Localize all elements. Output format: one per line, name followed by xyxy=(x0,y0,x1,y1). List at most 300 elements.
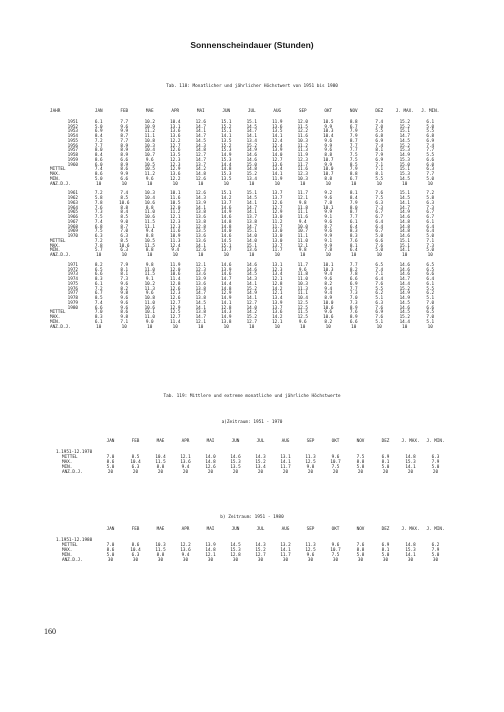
value-cell: 6.8 xyxy=(375,134,384,139)
value-cell: 5.0 xyxy=(94,124,103,130)
value-cell: 10.4 xyxy=(323,134,334,139)
value-cell: 13.9 xyxy=(195,200,206,206)
value-cell: 8.8 xyxy=(356,547,365,553)
row-label: MITTEL xyxy=(62,454,78,460)
value-cell: 9.8 xyxy=(120,315,129,320)
value-cell: 14.1 xyxy=(246,281,257,287)
row-label: MIN. xyxy=(50,319,61,325)
value-cell: 10.3 xyxy=(323,129,334,135)
table-119b-body xyxy=(56,539,448,564)
value-cell: 9.8 xyxy=(298,248,307,254)
column-header: FEB xyxy=(120,109,129,114)
value-cell: 12.6 xyxy=(195,191,206,197)
value-cell: 13.6 xyxy=(272,162,283,168)
value-cell: 30 xyxy=(282,557,289,563)
year-cell: 1959 xyxy=(67,157,78,163)
year-cell: 1952 xyxy=(67,124,78,130)
value-cell: 12.3 xyxy=(297,172,308,177)
value-cell: 12.5 xyxy=(297,315,308,320)
value-cell: 7.0 xyxy=(120,229,129,235)
value-cell: 12.4 xyxy=(170,243,181,249)
value-cell: 10 xyxy=(300,324,306,330)
period-label: 1.1951-12.1980 xyxy=(56,537,93,543)
value-cell: 13.4 xyxy=(272,296,283,301)
value-cell: 14.1 xyxy=(195,129,206,135)
value-cell: 6.6 xyxy=(94,305,103,311)
value-cell: 12.3 xyxy=(195,267,206,273)
column-header: MAE xyxy=(156,439,165,444)
value-cell: 14.7 xyxy=(195,157,206,163)
value-cell: 30 xyxy=(307,557,314,563)
value-cell: 7.7 xyxy=(349,143,358,149)
value-cell: 8.2 xyxy=(349,267,358,273)
value-cell: 20 xyxy=(357,469,364,475)
value-cell: 11.5 xyxy=(297,124,308,130)
value-cell: 8.6 xyxy=(106,547,115,553)
value-cell: 15.3 xyxy=(399,148,410,154)
value-cell: 10 xyxy=(96,324,102,330)
value-cell: 7.1 xyxy=(375,272,384,278)
value-cell: 7.6 xyxy=(349,310,358,316)
value-cell: 10 xyxy=(274,324,280,330)
value-cell: 20 xyxy=(207,469,214,475)
value-cell: 6.1 xyxy=(349,219,358,225)
value-cell: 9.6 xyxy=(120,124,129,130)
value-cell: 13.6 xyxy=(272,310,283,316)
value-cell: 9.2 xyxy=(324,191,333,197)
column-header: JAN xyxy=(106,439,115,444)
value-cell: 12.3 xyxy=(297,157,308,163)
value-cell: 10.6 xyxy=(323,305,334,311)
value-cell: 14.5 xyxy=(246,124,257,130)
value-cell: 8.4 xyxy=(349,196,358,201)
value-cell: 9.4 xyxy=(171,248,180,254)
value-cell: 8.7 xyxy=(349,138,358,144)
value-cell: 7.4 xyxy=(94,300,103,306)
value-cell: 13.6 xyxy=(272,124,283,130)
value-cell: 12.1 xyxy=(195,262,206,268)
value-cell: 14.7 xyxy=(399,277,410,282)
value-cell: 7.7 xyxy=(94,143,103,149)
value-cell: 14.3 xyxy=(221,310,232,316)
value-cell: 12.6 xyxy=(170,286,181,292)
value-cell: 10 xyxy=(249,253,255,258)
value-cell: 11.1 xyxy=(297,234,308,239)
value-cell: 12.0 xyxy=(170,205,181,211)
value-cell: 8.1 xyxy=(375,172,384,177)
value-cell: 30 xyxy=(107,557,114,563)
value-cell: 14.9 xyxy=(221,315,232,320)
value-cell: 10.4 xyxy=(130,459,141,465)
value-cell: 8.2 xyxy=(324,319,333,325)
value-cell: 14.6 xyxy=(221,205,232,211)
value-cell: 11.5 xyxy=(155,547,166,553)
value-cell: 11.0 xyxy=(144,315,155,320)
value-cell: 14.8 xyxy=(399,229,410,235)
value-cell: 6.4 xyxy=(349,248,358,254)
column-header: MAI xyxy=(196,109,205,114)
value-cell: 7.7 xyxy=(349,286,358,292)
value-cell: 12.7 xyxy=(246,319,257,325)
value-cell: 12.6 xyxy=(170,148,181,154)
column-header: APR xyxy=(181,527,190,532)
value-cell: 14.7 xyxy=(195,134,206,139)
value-cell: 15.1 xyxy=(221,191,232,197)
value-cell: 14.5 xyxy=(399,310,410,316)
value-cell: 8.8 xyxy=(156,464,165,470)
value-cell: 9.8 xyxy=(298,200,307,206)
value-cell: 11.7 xyxy=(297,162,308,168)
value-cell: 10.4 xyxy=(155,454,166,460)
value-cell: 13.1 xyxy=(272,262,283,268)
value-cell: 6.3 xyxy=(131,552,140,558)
value-cell: 13.5 xyxy=(195,229,206,235)
value-cell: 7.9 xyxy=(349,129,358,135)
value-cell: 13.7 xyxy=(221,200,232,206)
value-cell: 10.8 xyxy=(144,138,155,144)
value-cell: 10.3 xyxy=(323,267,334,273)
value-cell: 15.2 xyxy=(246,143,257,149)
value-cell: 13.8 xyxy=(195,210,206,216)
table-119a-body xyxy=(56,451,448,476)
column-header: DEZ xyxy=(375,109,384,114)
row-label: MITTEL xyxy=(50,167,66,173)
value-cell: 6.9 xyxy=(375,157,384,163)
value-cell: 8.5 xyxy=(94,296,103,301)
value-cell: 9.6 xyxy=(324,219,333,225)
row-label: MIN. xyxy=(50,176,61,182)
value-cell: 6.4 xyxy=(426,224,435,230)
period-label: 1.1951-12.1970 xyxy=(56,449,93,455)
value-cell: 15.2 xyxy=(399,124,410,130)
value-cell: 10.9 xyxy=(170,234,181,239)
value-cell: 8.6 xyxy=(120,167,129,173)
value-cell: 6.4 xyxy=(426,229,435,235)
value-cell: 7.1 xyxy=(426,238,435,244)
value-cell: 20 xyxy=(407,469,414,475)
value-cell: 8.8 xyxy=(349,172,358,177)
value-cell: 13.7 xyxy=(221,248,232,254)
value-cell: 14.7 xyxy=(246,129,257,135)
value-cell: 11.2 xyxy=(144,129,155,135)
value-cell: 7.8 xyxy=(349,272,358,278)
value-cell: 30 xyxy=(132,557,139,563)
value-cell: 8.9 xyxy=(349,305,358,311)
value-cell: 11.4 xyxy=(170,277,181,282)
value-cell: 12.9 xyxy=(272,210,283,216)
value-cell: 8.8 xyxy=(324,176,333,182)
value-cell: 12.3 xyxy=(272,267,283,273)
value-cell: 14.3 xyxy=(195,196,206,201)
value-cell: 11.7 xyxy=(280,552,291,558)
value-cell: 9.6 xyxy=(145,176,154,182)
value-cell: 13.9 xyxy=(272,148,283,154)
value-cell: 6.7 xyxy=(375,210,384,216)
value-cell: 10 xyxy=(147,253,153,258)
value-cell: 6.9 xyxy=(426,138,435,144)
value-cell: 15.3 xyxy=(230,547,241,553)
value-cell: 11.7 xyxy=(280,464,291,470)
value-cell: 14.1 xyxy=(272,134,283,139)
value-cell: 7.4 xyxy=(375,267,384,273)
column-header: OKT xyxy=(324,109,333,114)
value-cell: 13.8 xyxy=(195,310,206,316)
value-cell: 14.5 xyxy=(221,238,232,244)
year-cell: 1972 xyxy=(67,267,78,273)
year-cell: 1956 xyxy=(67,143,78,149)
value-cell: 6.8 xyxy=(426,134,435,139)
value-cell: 13.6 xyxy=(195,281,206,287)
value-cell: 8.5 xyxy=(120,196,129,201)
value-cell: 13.4 xyxy=(255,464,266,470)
column-header: AUG xyxy=(281,527,290,532)
value-cell: 6.5 xyxy=(426,262,435,268)
value-cell: 30 xyxy=(382,557,389,563)
value-cell: 10.5 xyxy=(144,238,155,244)
value-cell: 14.5 xyxy=(246,272,257,278)
value-cell: 20 xyxy=(107,469,114,475)
value-cell: 15.0 xyxy=(246,162,257,168)
column-header: AUG xyxy=(281,439,290,444)
row-label: ANZ.D.J. xyxy=(50,181,71,187)
value-cell: 6.1 xyxy=(426,281,435,287)
value-cell: 13.6 xyxy=(246,248,257,254)
value-cell: 12.6 xyxy=(195,119,206,125)
value-cell: 7.2 xyxy=(94,238,103,244)
value-cell: 7.3 xyxy=(375,205,384,211)
value-cell: 5.1 xyxy=(426,319,435,325)
value-cell: 10.3 xyxy=(297,138,308,144)
value-cell: 5.0 xyxy=(431,552,440,558)
value-cell: 10.3 xyxy=(155,542,166,548)
value-cell: 15.3 xyxy=(405,459,416,465)
value-cell: 10.6 xyxy=(170,272,181,278)
value-cell: 6.6 xyxy=(120,176,129,182)
value-cell: 14.7 xyxy=(221,277,232,282)
value-cell: 14.7 xyxy=(195,291,206,297)
value-cell: 6.9 xyxy=(375,138,384,144)
value-cell: 11.6 xyxy=(297,215,308,220)
value-cell: 8.1 xyxy=(381,459,390,465)
value-cell: 8.5 xyxy=(349,162,358,168)
value-cell: 14.0 xyxy=(246,238,257,244)
value-cell: 12.1 xyxy=(180,454,191,460)
value-cell: 10 xyxy=(198,253,204,258)
value-cell: 6.1 xyxy=(94,319,103,325)
value-cell: 7.6 xyxy=(349,238,358,244)
value-cell: 9.1 xyxy=(324,215,333,220)
value-cell: 5.0 xyxy=(426,176,435,182)
value-cell: 8.5 xyxy=(131,454,140,460)
value-cell: 8.9 xyxy=(120,153,129,158)
value-cell: 14.7 xyxy=(246,205,257,211)
column-header: SEP xyxy=(298,109,307,114)
value-cell: 6.4 xyxy=(375,277,384,282)
row-label: ANZ.D.J. xyxy=(50,253,71,258)
value-cell: 5.0 xyxy=(106,464,115,470)
value-cell: 14.0 xyxy=(205,454,216,460)
value-cell: 13.9 xyxy=(205,542,216,548)
value-cell: 11.8 xyxy=(297,205,308,211)
value-cell: 11.3 xyxy=(305,454,316,460)
value-cell: 7.6 xyxy=(375,305,384,311)
value-cell: 10 xyxy=(96,253,102,258)
value-cell: 6.9 xyxy=(349,281,358,287)
value-cell: 11.1 xyxy=(144,224,155,230)
value-cell: 10.7 xyxy=(323,157,334,163)
value-cell: 8.9 xyxy=(120,148,129,154)
value-cell: 30 xyxy=(357,557,364,563)
value-cell: 5.0 xyxy=(375,234,384,239)
value-cell: 14.1 xyxy=(246,134,257,139)
value-cell: 10 xyxy=(376,253,382,258)
value-cell: 14.0 xyxy=(246,305,257,311)
value-cell: 6.6 xyxy=(349,319,358,325)
value-cell: 7.7 xyxy=(120,138,129,144)
value-cell: 6.4 xyxy=(375,219,384,225)
value-cell: 12.1 xyxy=(205,552,216,558)
value-cell: 13.6 xyxy=(170,134,181,139)
value-cell: 14.6 xyxy=(399,262,410,268)
value-cell: 10.0 xyxy=(297,224,308,230)
value-cell: 20 xyxy=(307,469,314,475)
value-cell: 14.9 xyxy=(221,210,232,216)
value-cell: 6.9 xyxy=(381,454,390,460)
year-cell: 1957 xyxy=(67,148,78,154)
value-cell: 11.5 xyxy=(144,219,155,225)
value-cell: 11.0 xyxy=(144,210,155,216)
value-cell: 30 xyxy=(332,557,339,563)
value-cell: 14.6 xyxy=(221,262,232,268)
value-cell: 15.3 xyxy=(221,148,232,154)
value-cell: 7.8 xyxy=(324,200,333,206)
value-cell: 13.6 xyxy=(180,547,191,553)
value-cell: 15.1 xyxy=(246,191,257,197)
column-header: J. MAX. xyxy=(401,527,420,532)
value-cell: 12.0 xyxy=(297,119,308,125)
value-cell: 13.6 xyxy=(195,238,206,244)
value-cell: 15.2 xyxy=(399,143,410,149)
section-b-label: b) Zeitraum: 1951 - 1980 xyxy=(220,515,284,520)
value-cell: 9.6 xyxy=(331,454,340,460)
value-cell: 11.5 xyxy=(297,310,308,316)
value-cell: 11.3 xyxy=(144,286,155,292)
value-cell: 6.7 xyxy=(94,291,103,297)
value-cell: 13.0 xyxy=(272,229,283,235)
value-cell: 8.8 xyxy=(356,459,365,465)
value-cell: 11.0 xyxy=(297,238,308,244)
value-cell: 14.9 xyxy=(399,291,410,297)
value-cell: 7.4 xyxy=(94,219,103,225)
value-cell: 14.1 xyxy=(246,200,257,206)
column-header: MAI xyxy=(206,439,215,444)
value-cell: 6.6 xyxy=(349,277,358,282)
value-cell: 14.4 xyxy=(221,281,232,287)
value-cell: 9.6 xyxy=(120,305,129,311)
value-cell: 5.0 xyxy=(381,552,390,558)
value-cell: 8.8 xyxy=(349,119,358,125)
value-cell: 12.8 xyxy=(170,281,181,287)
value-cell: 12.8 xyxy=(230,552,241,558)
value-cell: 15.1 xyxy=(246,243,257,249)
value-cell: 11.6 xyxy=(170,229,181,235)
value-cell: 11.6 xyxy=(297,134,308,139)
value-cell: 9.6 xyxy=(120,281,129,287)
value-cell: 10 xyxy=(325,181,331,187)
column-header: AUG xyxy=(273,109,282,114)
value-cell: 7.0 xyxy=(106,542,115,548)
value-cell: 14.3 xyxy=(255,542,266,548)
value-cell: 12.2 xyxy=(180,542,191,548)
value-cell: 9.9 xyxy=(324,234,333,239)
value-cell: 13.4 xyxy=(272,167,283,173)
value-cell: 6.5 xyxy=(375,262,384,268)
value-cell: 5.0 xyxy=(106,552,115,558)
value-cell: 10.6 xyxy=(119,200,130,206)
value-cell: 9.6 xyxy=(324,138,333,144)
value-cell: 10 xyxy=(427,181,433,187)
value-cell: 7.9 xyxy=(431,459,440,465)
column-header: J. MAX. xyxy=(395,109,414,114)
value-cell: 10 xyxy=(147,181,153,187)
value-cell: 12.5 xyxy=(305,547,316,553)
value-cell: 8.3 xyxy=(94,315,103,320)
column-header: J. MIN. xyxy=(426,527,445,532)
value-cell: 7.5 xyxy=(349,153,358,158)
value-cell: 6.5 xyxy=(94,267,103,273)
value-cell: 5.8 xyxy=(94,196,103,201)
value-cell: 12.6 xyxy=(195,248,206,254)
value-cell: 11.1 xyxy=(144,134,155,139)
value-cell: 15.3 xyxy=(399,157,410,163)
value-cell: 13.5 xyxy=(230,464,241,470)
value-cell: 11.9 xyxy=(170,262,181,268)
value-cell: 6.5 xyxy=(426,267,435,273)
value-cell: 10 xyxy=(351,253,357,258)
value-cell: 8.4 xyxy=(120,210,129,216)
value-cell: 11.6 xyxy=(170,196,181,201)
value-cell: 10.5 xyxy=(144,162,155,168)
value-cell: 5.0 xyxy=(426,248,435,254)
row-label: MIN. xyxy=(62,464,73,470)
page-title: Sonnenscheindauer (Stunden) xyxy=(190,40,314,50)
value-cell: 10 xyxy=(223,181,229,187)
year-cell: 1953 xyxy=(67,129,78,135)
value-cell: 13.0 xyxy=(272,238,283,244)
value-cell: 10.4 xyxy=(297,296,308,301)
value-cell: 9.9 xyxy=(120,129,129,135)
value-cell: 14.7 xyxy=(195,315,206,320)
value-cell: 10 xyxy=(427,253,433,258)
column-header: OKT xyxy=(331,527,340,532)
value-cell: 10.4 xyxy=(130,547,141,553)
value-cell: 7.7 xyxy=(120,119,129,125)
value-cell: 7.5 xyxy=(349,157,358,163)
section-a-label: a)Zeitraum: 1951 - 1970 xyxy=(221,420,283,425)
value-cell: 6.3 xyxy=(131,464,140,470)
value-cell: 7.1 xyxy=(375,162,384,168)
value-cell: 10 xyxy=(325,253,331,258)
value-cell: 10.5 xyxy=(170,200,181,206)
value-cell: 8.1 xyxy=(120,272,129,278)
value-cell: 7.7 xyxy=(426,172,435,177)
value-cell: 10.3 xyxy=(297,176,308,182)
value-cell: 15.3 xyxy=(405,547,416,553)
row-label: MAX. xyxy=(62,547,73,553)
value-cell: 13.7 xyxy=(272,305,283,311)
value-cell: 8.6 xyxy=(106,459,115,465)
value-cell: 14.9 xyxy=(399,153,410,158)
